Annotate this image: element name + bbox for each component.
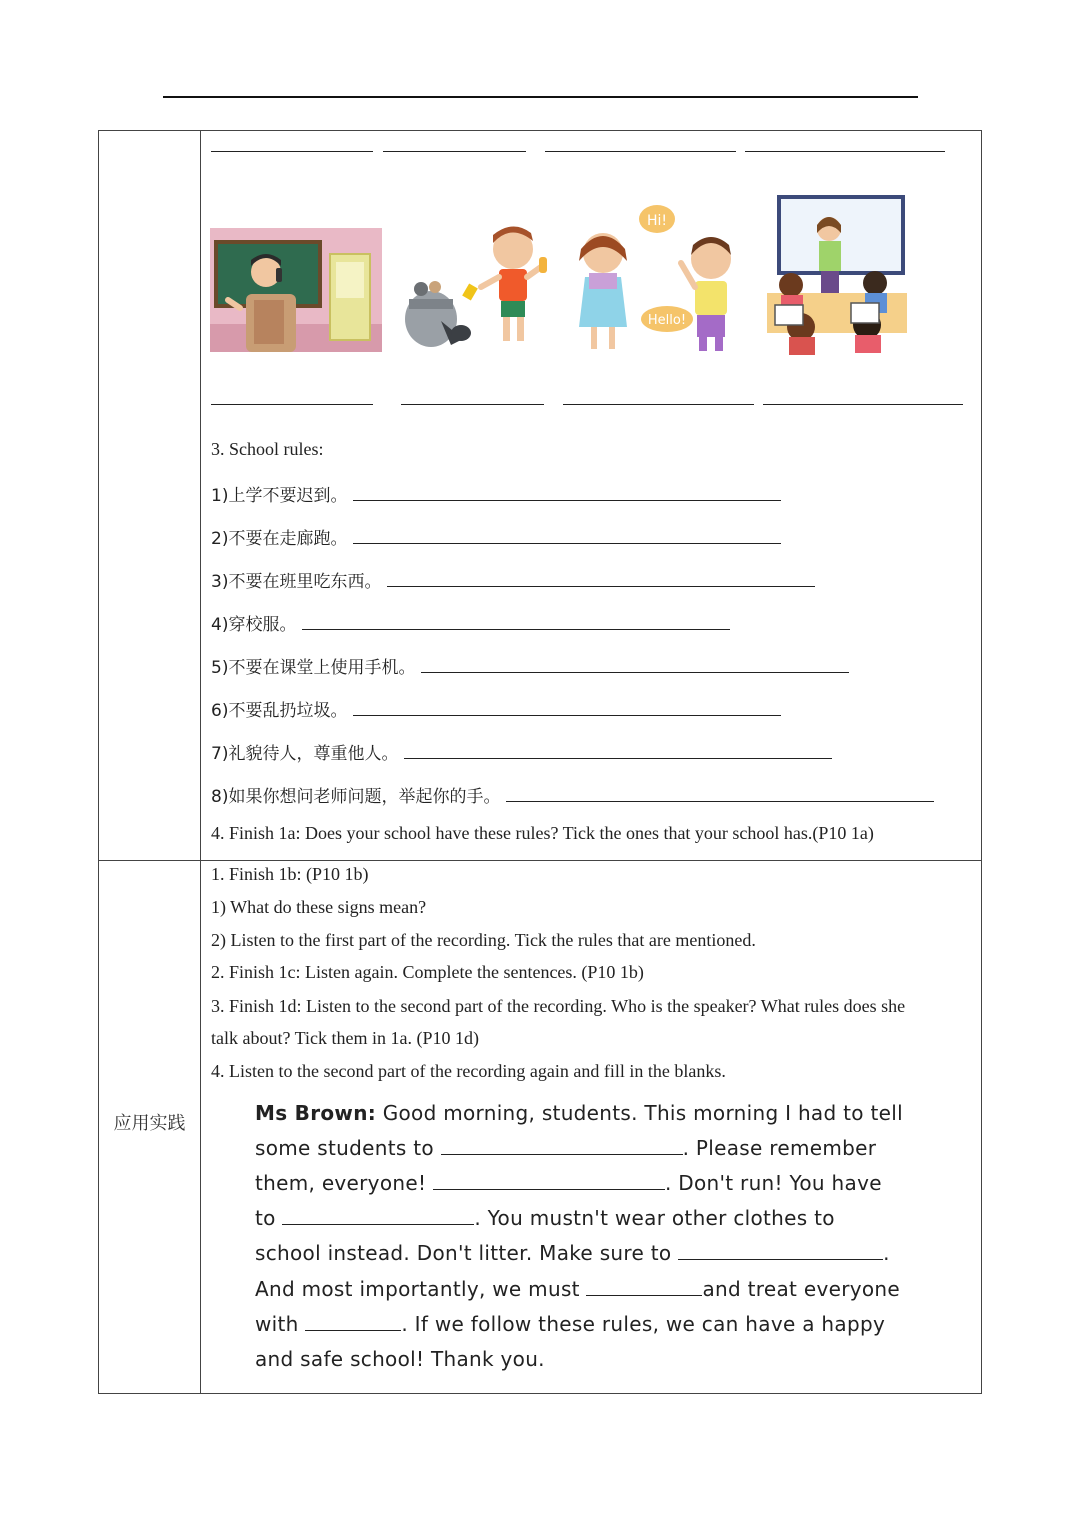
rule-answer-line [353,484,781,501]
rule-item: 4)穿校服。 [211,610,730,635]
rule-answer-line [387,570,815,587]
bubble-hi-text: Hi! [646,213,668,229]
passage-blank [433,1171,665,1190]
practice-line: 2) Listen to the first part of the recording. Tick the rules that are mentioned. [211,930,756,950]
passage-line: and safe school! Thank you. [255,1347,545,1371]
passage-line: school instead. Don't litter. Make sure to . [255,1241,890,1265]
rule-answer-line [353,699,781,716]
passage-blank [305,1312,401,1331]
rule-item: 6)不要乱扔垃圾。 [211,696,781,721]
answer-blank [211,151,373,152]
rule-answer-line [506,785,934,802]
practice-line: 1. Finish 1b: (P10 1b) [211,864,369,884]
passage-blank [282,1206,474,1225]
passage-blank [586,1277,702,1296]
answer-blank [745,151,945,152]
rule-answer-line [421,656,849,673]
worksheet-table [98,130,982,1394]
rule-item: 1)上学不要迟到。 [211,481,781,506]
section-label-practice: 应用实践 [113,1113,186,1133]
classroom-picture [763,193,911,355]
answer-blank [763,404,963,405]
rule-item: 5)不要在课堂上使用手机。 [211,653,849,678]
rule-answer-line [404,742,832,759]
rule-answer-line [353,527,781,544]
greeting-picture [569,201,749,357]
school-rules-title: 3. School rules: [211,439,324,459]
row-divider [99,860,981,861]
practice-line: 2. Finish 1c: Listen again. Complete the sentences. (P10 1b) [211,962,644,982]
practice-line: 3. Finish 1d: Listen to the second part of the recording. Who is the speaker? What rules does she [211,996,906,1016]
finish-1a-instruction: 4. Finish 1a: Does your school have these rules? Tick the ones that your school has.(P10 1a) [211,823,874,843]
answer-blank [563,404,754,405]
passage-line: with . If we follow these rules, we can have a happy [255,1312,886,1336]
rule-item: 3)不要在班里吃东西。 [211,567,815,592]
littering-picture [401,223,559,355]
rule-answer-line [302,613,730,630]
answer-blank [545,151,736,152]
passage-blank [678,1241,883,1260]
speaker-name: Ms Brown: [255,1101,377,1125]
passage-line: And most importantly, we must and treat everyone [255,1277,900,1301]
answer-blank [401,404,544,405]
passage-blank [441,1136,683,1155]
bubble-hello-text: Hello! [647,313,687,328]
practice-line: 4. Listen to the second part of the recording again and fill in the blanks. [211,1061,726,1081]
passage-line: some students to . Please remember [255,1136,877,1160]
column-divider [200,131,201,1393]
passage-line: Ms Brown: Good morning, students. This morning I had to tell [255,1101,903,1125]
phone-in-class-picture [210,228,382,352]
header-rule [163,96,918,98]
rule-item: 7)礼貌待人，尊重他人。 [211,739,832,764]
passage-line: them, everyone! . Don't run! You have [255,1171,882,1195]
practice-line: talk about? Tick them in 1a. (P10 1d) [211,1028,479,1048]
answer-blank [383,151,526,152]
passage-line: to . You mustn't wear other clothes to [255,1206,835,1230]
practice-line: 1) What do these signs mean? [211,897,427,917]
rule-item: 2)不要在走廊跑。 [211,524,781,549]
rule-item: 8)如果你想问老师问题，举起你的手。 [211,782,934,807]
answer-blank [211,404,373,405]
